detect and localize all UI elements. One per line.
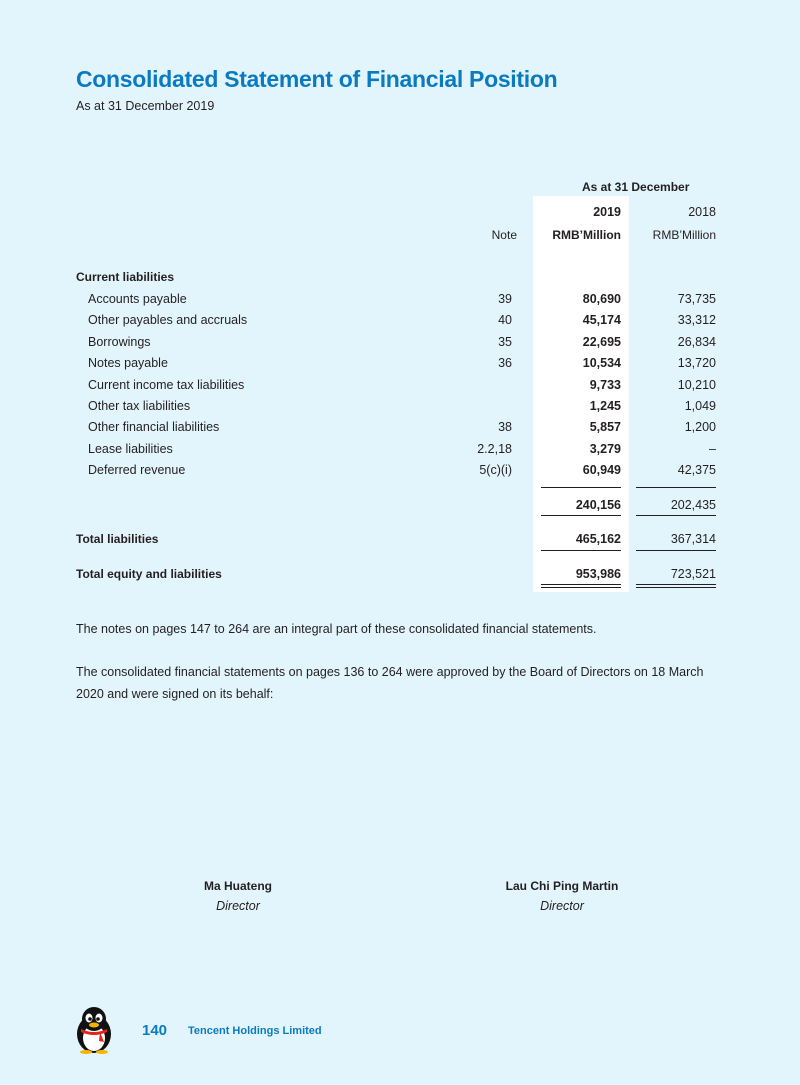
signatory-1-name: Ma Huateng bbox=[203, 879, 272, 893]
row-value-2019: 10,534 bbox=[582, 356, 621, 371]
table-row bbox=[0, 378, 800, 396]
page-title: Consolidated Statement of Financial Position bbox=[76, 66, 558, 92]
grand-total-double-rule-b-2019 bbox=[541, 587, 621, 588]
row-note: 38 bbox=[498, 420, 512, 435]
signatory-2-name: Lau Chi Ping Martin bbox=[505, 879, 619, 893]
row-value-2019: 80,690 bbox=[582, 292, 621, 306]
table-row bbox=[0, 313, 800, 331]
grand-total-double-rule-b-2018 bbox=[636, 587, 716, 588]
row-label: Lease liabilities bbox=[88, 441, 173, 456]
total-equity-liabilities-row bbox=[0, 567, 800, 585]
total-liabilities-row bbox=[0, 532, 800, 550]
table-row bbox=[0, 442, 800, 460]
subtotal-rule-bottom-2018 bbox=[636, 515, 716, 516]
table-row bbox=[0, 292, 800, 310]
page-number: 140 bbox=[142, 1022, 168, 1039]
company-name: Tencent Holdings Limited bbox=[188, 1025, 322, 1037]
row-label: Accounts payable bbox=[88, 292, 187, 306]
row-label: Other financial liabilities bbox=[88, 420, 220, 435]
subtotal-row bbox=[0, 498, 800, 516]
row-label: Notes payable bbox=[88, 356, 168, 371]
subtotal-2019: 240,156 bbox=[575, 498, 621, 512]
year-2018-header: 2018 bbox=[688, 205, 716, 219]
row-value-2018: – bbox=[709, 441, 716, 456]
year-2019-header: 2019 bbox=[593, 205, 621, 219]
subtotal-rule-bottom-2019 bbox=[541, 515, 621, 516]
row-value-2018: 73,735 bbox=[677, 292, 716, 306]
row-note: 36 bbox=[498, 356, 512, 371]
subtotal-2018: 202,435 bbox=[670, 498, 716, 512]
row-value-2018: 10,210 bbox=[677, 377, 716, 392]
approval-paragraph: The consolidated financial statements on pages 136 to 264 were approved by the Board of Directors on 18 March 2020 and were signed on its behalf: bbox=[76, 665, 704, 701]
row-value-2019: 60,949 bbox=[582, 463, 621, 478]
total-equity-liabilities-2019: 953,986 bbox=[575, 567, 621, 581]
unit-2018-header: RMB’Million bbox=[652, 228, 716, 242]
row-label: Borrowings bbox=[88, 334, 151, 349]
row-value-2019: 9,733 bbox=[589, 377, 621, 392]
notes-paragraph: The notes on pages 147 to 264 are an integral part of these consolidated financial statements. bbox=[76, 622, 597, 636]
signatory-1-role: Director bbox=[216, 899, 260, 913]
total-equity-liabilities-2018: 723,521 bbox=[670, 567, 716, 581]
signatory-2-role: Director bbox=[540, 899, 584, 913]
row-note: 35 bbox=[498, 334, 512, 349]
row-value-2018: 26,834 bbox=[677, 334, 716, 349]
row-label: Other payables and accruals bbox=[88, 313, 248, 328]
subtotal-rule-top-2018 bbox=[636, 487, 716, 488]
row-label: Deferred revenue bbox=[88, 463, 186, 478]
page-subtitle: As at 31 December 2019 bbox=[76, 99, 215, 113]
total-equity-liabilities-label: Total equity and liabilities bbox=[76, 567, 222, 581]
row-value-2018: 1,049 bbox=[684, 399, 716, 413]
row-note: 5(c)(i) bbox=[479, 463, 512, 478]
row-note: 40 bbox=[498, 313, 512, 328]
total-liabilities-2018: 367,314 bbox=[670, 532, 716, 546]
grand-total-double-rule-a-2019 bbox=[541, 584, 621, 585]
row-note: 2.2,18 bbox=[477, 441, 512, 456]
signatory-1 bbox=[138, 879, 338, 913]
table-row bbox=[0, 420, 800, 438]
column-group-header: As at 31 December bbox=[582, 180, 690, 194]
row-value-2019: 22,695 bbox=[582, 334, 621, 349]
table-row bbox=[0, 463, 800, 481]
total-liabilities-rule-2019 bbox=[541, 550, 621, 551]
section-header-row bbox=[0, 270, 800, 288]
signatory-2 bbox=[462, 879, 662, 913]
row-value-2018: 1,200 bbox=[684, 420, 716, 435]
grand-total-double-rule-a-2018 bbox=[636, 584, 716, 585]
subtotal-rule-top-2019 bbox=[541, 487, 621, 488]
total-liabilities-rule-2018 bbox=[636, 550, 716, 551]
row-label: Current income tax liabilities bbox=[88, 377, 245, 392]
row-value-2018: 13,720 bbox=[677, 356, 716, 371]
table-row bbox=[0, 335, 800, 353]
penguin-mascot-icon bbox=[72, 1004, 116, 1054]
table-row bbox=[0, 399, 800, 417]
note-header: Note bbox=[491, 228, 517, 242]
total-liabilities-label: Total liabilities bbox=[76, 532, 159, 546]
row-value-2019: 3,279 bbox=[589, 441, 621, 456]
row-value-2018: 42,375 bbox=[677, 463, 716, 478]
row-value-2019: 1,245 bbox=[589, 399, 621, 413]
row-value-2018: 33,312 bbox=[677, 313, 716, 328]
section-current-liabilities: Current liabilities bbox=[76, 270, 175, 284]
table-row bbox=[0, 356, 800, 374]
row-value-2019: 45,174 bbox=[582, 313, 621, 328]
row-value-2019: 5,857 bbox=[589, 420, 621, 435]
row-note: 39 bbox=[498, 292, 512, 306]
total-liabilities-2019: 465,162 bbox=[575, 532, 621, 546]
unit-2019-header: RMB’Million bbox=[552, 228, 621, 242]
row-label: Other tax liabilities bbox=[88, 399, 191, 413]
